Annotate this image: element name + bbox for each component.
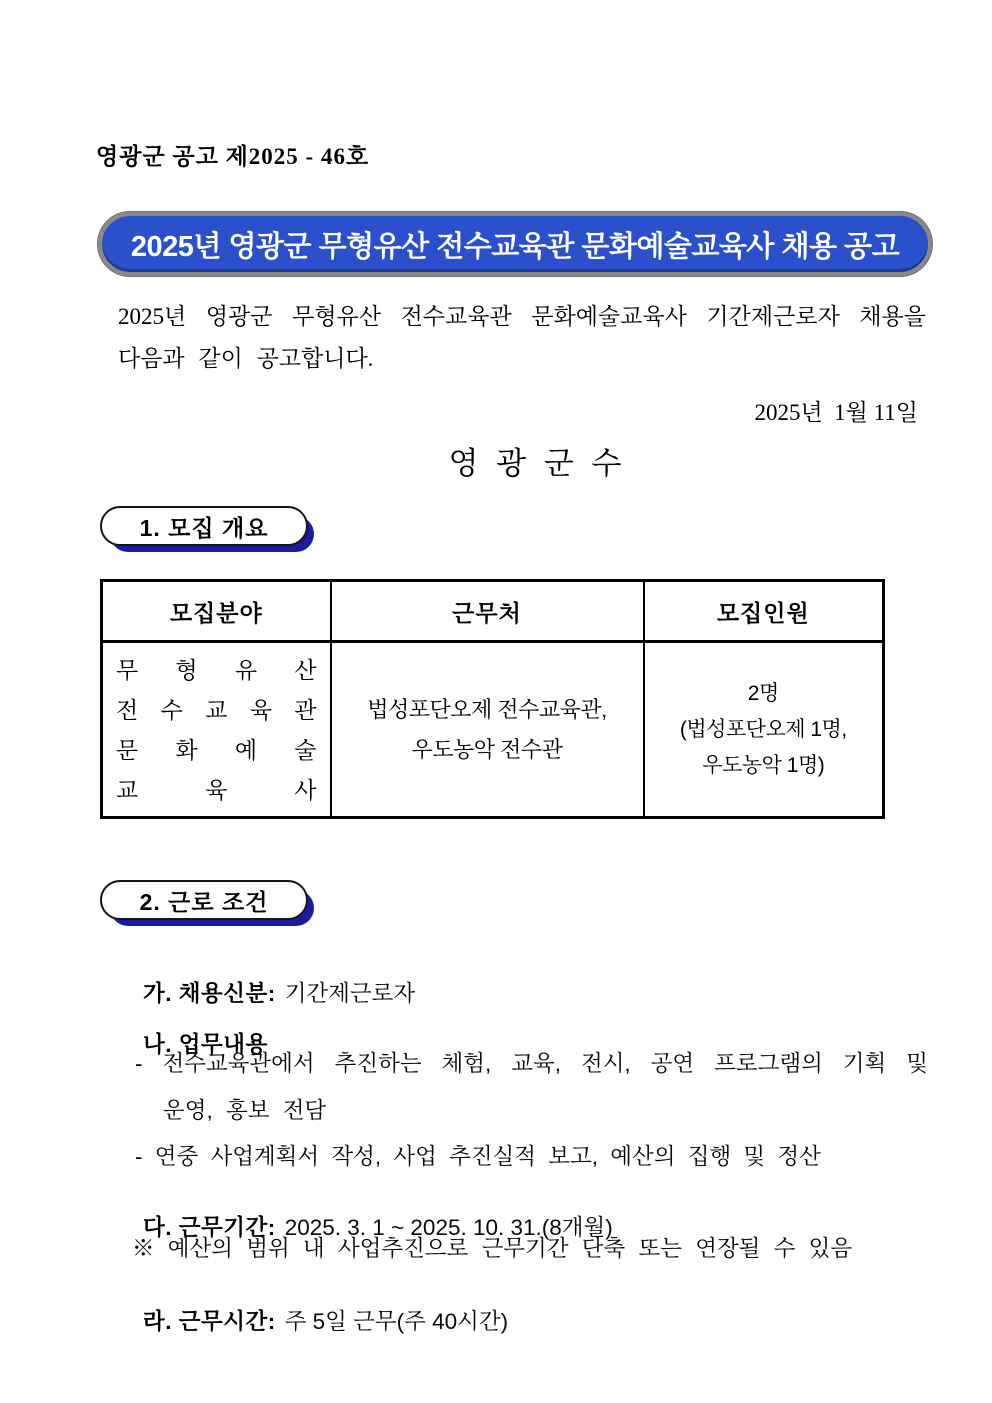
cell-quota	[644, 642, 884, 818]
duties-bullet-1-line-2: 운영, 홍보 전담	[163, 1098, 327, 1123]
workplace-line-1: 법성포단오제 전수교육관,	[367, 696, 607, 722]
header-quota: 모집인원	[644, 581, 884, 642]
item-work-period-value: 2025. 3. 1 ~ 2025. 10. 31.(8개월)	[284, 1215, 613, 1240]
header-field: 모집분야	[102, 581, 331, 642]
quota-line-2: (법성포단오제 1명,	[679, 717, 847, 741]
item-employment-status-value: 기간제근로자	[284, 981, 416, 1006]
section-2-heading-label: 2. 근로 조건	[139, 888, 269, 915]
intro-paragraph	[118, 296, 926, 380]
section-1-heading	[100, 506, 308, 546]
field-line-4: 교 육 사	[116, 776, 317, 803]
intro-line-1: 2025년 영광군 무형유산 전수교육관 문화예술교육사 기간제근로자 채용을	[118, 304, 926, 329]
field-line-2: 전 수 교 육 관	[116, 696, 317, 723]
section-1-heading-label: 1. 모집 개요	[139, 514, 269, 541]
quota-line-1: 2명	[747, 681, 779, 705]
section-2-heading	[100, 880, 308, 920]
item-work-hours	[118, 1278, 508, 1362]
signer-title: 영 광 군 수	[448, 446, 622, 481]
table-header-row	[102, 581, 884, 642]
cell-workplace	[331, 642, 644, 818]
duties-bullet-1-line-1: - 전수교육관에서 추진하는 체험, 교육, 전시, 공연 프로그램의 기획 및	[135, 1051, 928, 1076]
header-workplace: 근무처	[331, 581, 644, 642]
duties-bullet-2: - 연중 사업계획서 작성, 사업 추진실적 보고, 예산의 집행 및 정산	[135, 1144, 821, 1169]
notice-number: 영광군 공고 제2025 - 46호	[96, 144, 370, 169]
workplace-line-2: 우도농악 전수관	[411, 736, 563, 762]
intro-line-2: 다음과 같이 공고합니다.	[118, 346, 374, 371]
item-work-hours-label: 라. 근무시간:	[143, 1309, 276, 1334]
document-title: 2025년 영광군 무형유산 전수교육관 문화예술교육사 채용 공고	[130, 230, 900, 263]
table-row	[102, 642, 884, 818]
field-line-1: 무 형 유 산	[116, 656, 317, 683]
cell-field	[102, 642, 331, 818]
work-period-note: ※ 예산의 범위 내 사업추진으로 근무기간 단축 또는 연장될 수 있음	[132, 1236, 853, 1261]
title-banner	[98, 212, 932, 276]
recruitment-table	[100, 579, 885, 819]
item-work-period-label: 다. 근무기간:	[143, 1215, 276, 1240]
announcement-date: 2025년 1월 11일	[754, 400, 918, 425]
item-work-hours-value: 주 5일 근무(주 40시간)	[284, 1309, 509, 1334]
item-duties-label: 나. 업무내용	[143, 1032, 268, 1057]
item-employment-status-label: 가. 채용신분:	[143, 981, 276, 1006]
quota-line-3: 우도농악 1명)	[702, 753, 825, 777]
field-line-3: 문 화 예 술	[116, 736, 317, 763]
